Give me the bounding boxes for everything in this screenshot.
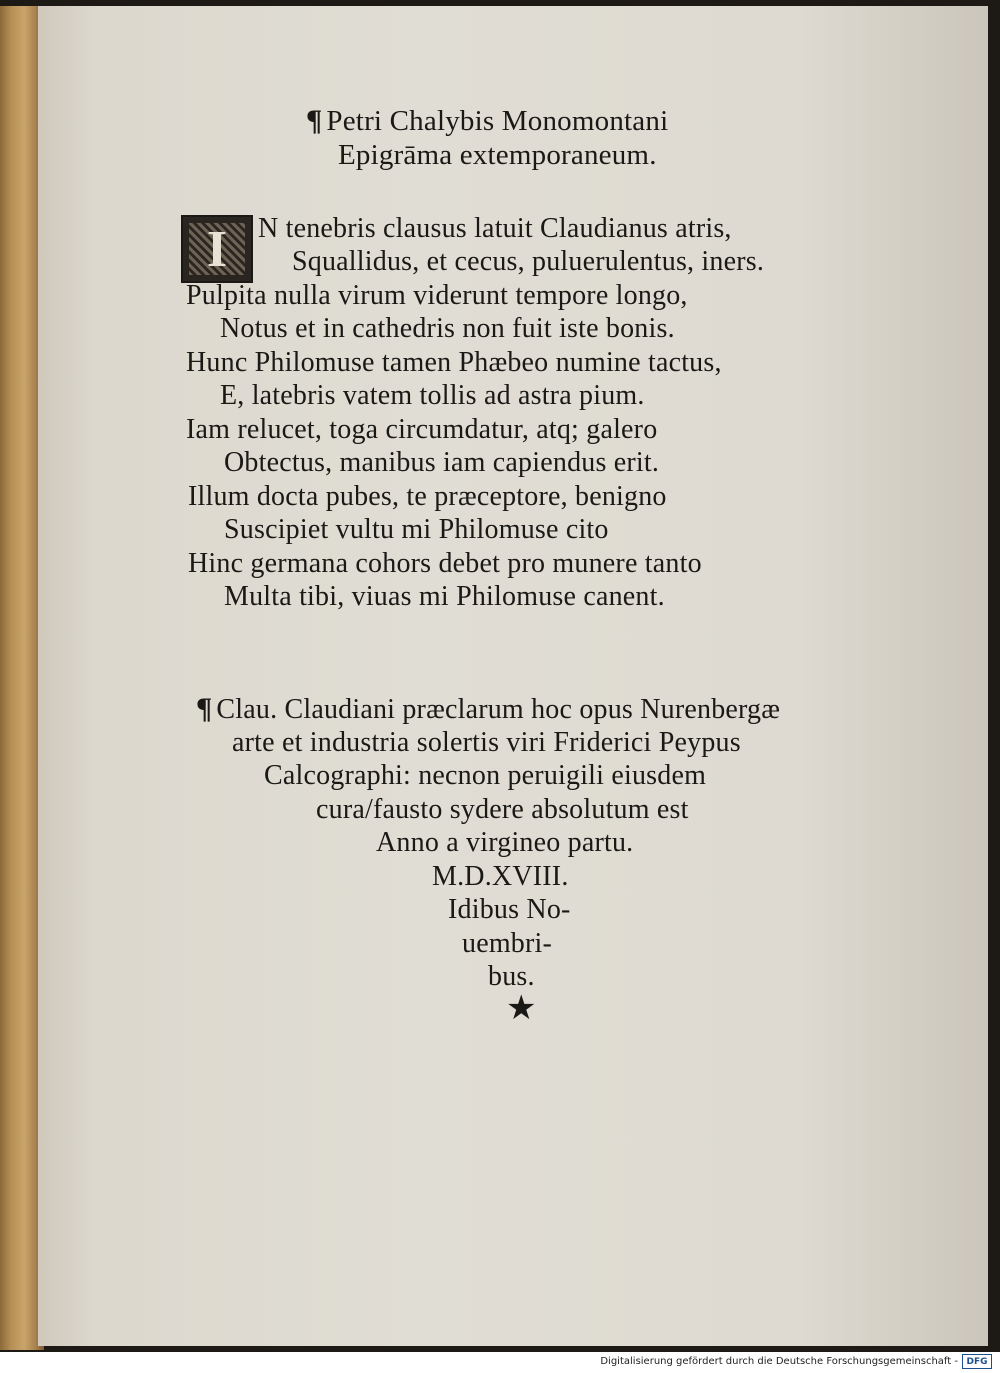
colophon-line: cura/fausto sydere absolutum est (316, 794, 689, 825)
colophon-line: bus. (488, 961, 535, 992)
colophon-line: arte et industria solertis viri Friderici Peypus (232, 727, 741, 758)
colophon-line-1 (196, 692, 780, 727)
poem-line: Iam relucet, toga circumdatur, atq; galero (186, 414, 658, 445)
heading-line-1-text: Petri Chalybis Monomontani (326, 105, 669, 137)
poem-line: Notus et in cathedris non fuit iste bonis. (220, 313, 675, 344)
poem-line: N tenebris clausus latuit Claudianus atris, (258, 213, 732, 244)
digitization-credit: Digitalisierung gefördert durch die Deutsche Forschungsgemeinschaft - (600, 1356, 958, 1367)
colophon-line: Calcographi: necnon peruigili eiusdem (264, 760, 707, 791)
poem-line: Pulpita nulla virum viderunt tempore longo, (186, 280, 688, 311)
colophon-line: Idibus No- (448, 894, 571, 925)
heading-line-2: Epigrāma extemporaneum. (338, 139, 657, 171)
star-ornament: ★ (506, 990, 537, 1027)
initial-letter: I (206, 220, 228, 278)
poem-line: Illum docta pubes, te præceptore, benigno (188, 481, 667, 512)
poem-line: Hinc germana cohors debet pro munere tanto (188, 548, 702, 579)
decorated-initial (181, 215, 253, 283)
poem-line: E, latebris vatem tollis ad astra pium. (220, 380, 645, 411)
poem-line: Hunc Philomuse tamen Phæbeo numine tactus, (186, 347, 722, 378)
pilcrow-mark: ¶ (196, 692, 213, 725)
poem-line: Suscipiet vultu mi Philomuse cito (224, 514, 609, 545)
poem-line: Obtectus, manibus iam capiendus erit. (224, 447, 660, 478)
colophon-line-1-text: Clau. Claudiani præclarum hoc opus Nurenbergæ (216, 694, 781, 725)
book-page (38, 6, 988, 1346)
poem-line: Squallidus, et cecus, puluerulentus, iners. (292, 246, 765, 277)
colophon-line: Anno a virgineo partu. (376, 827, 634, 858)
poem-line: Multa tibi, viuas mi Philomuse canent. (224, 581, 665, 612)
heading-line-1 (306, 104, 668, 138)
pilcrow-mark: ¶ (306, 104, 323, 137)
dfg-logo: DFG (962, 1354, 992, 1369)
colophon-line: M.D.XVIII. (432, 861, 569, 892)
colophon-line: uembri- (462, 928, 553, 959)
